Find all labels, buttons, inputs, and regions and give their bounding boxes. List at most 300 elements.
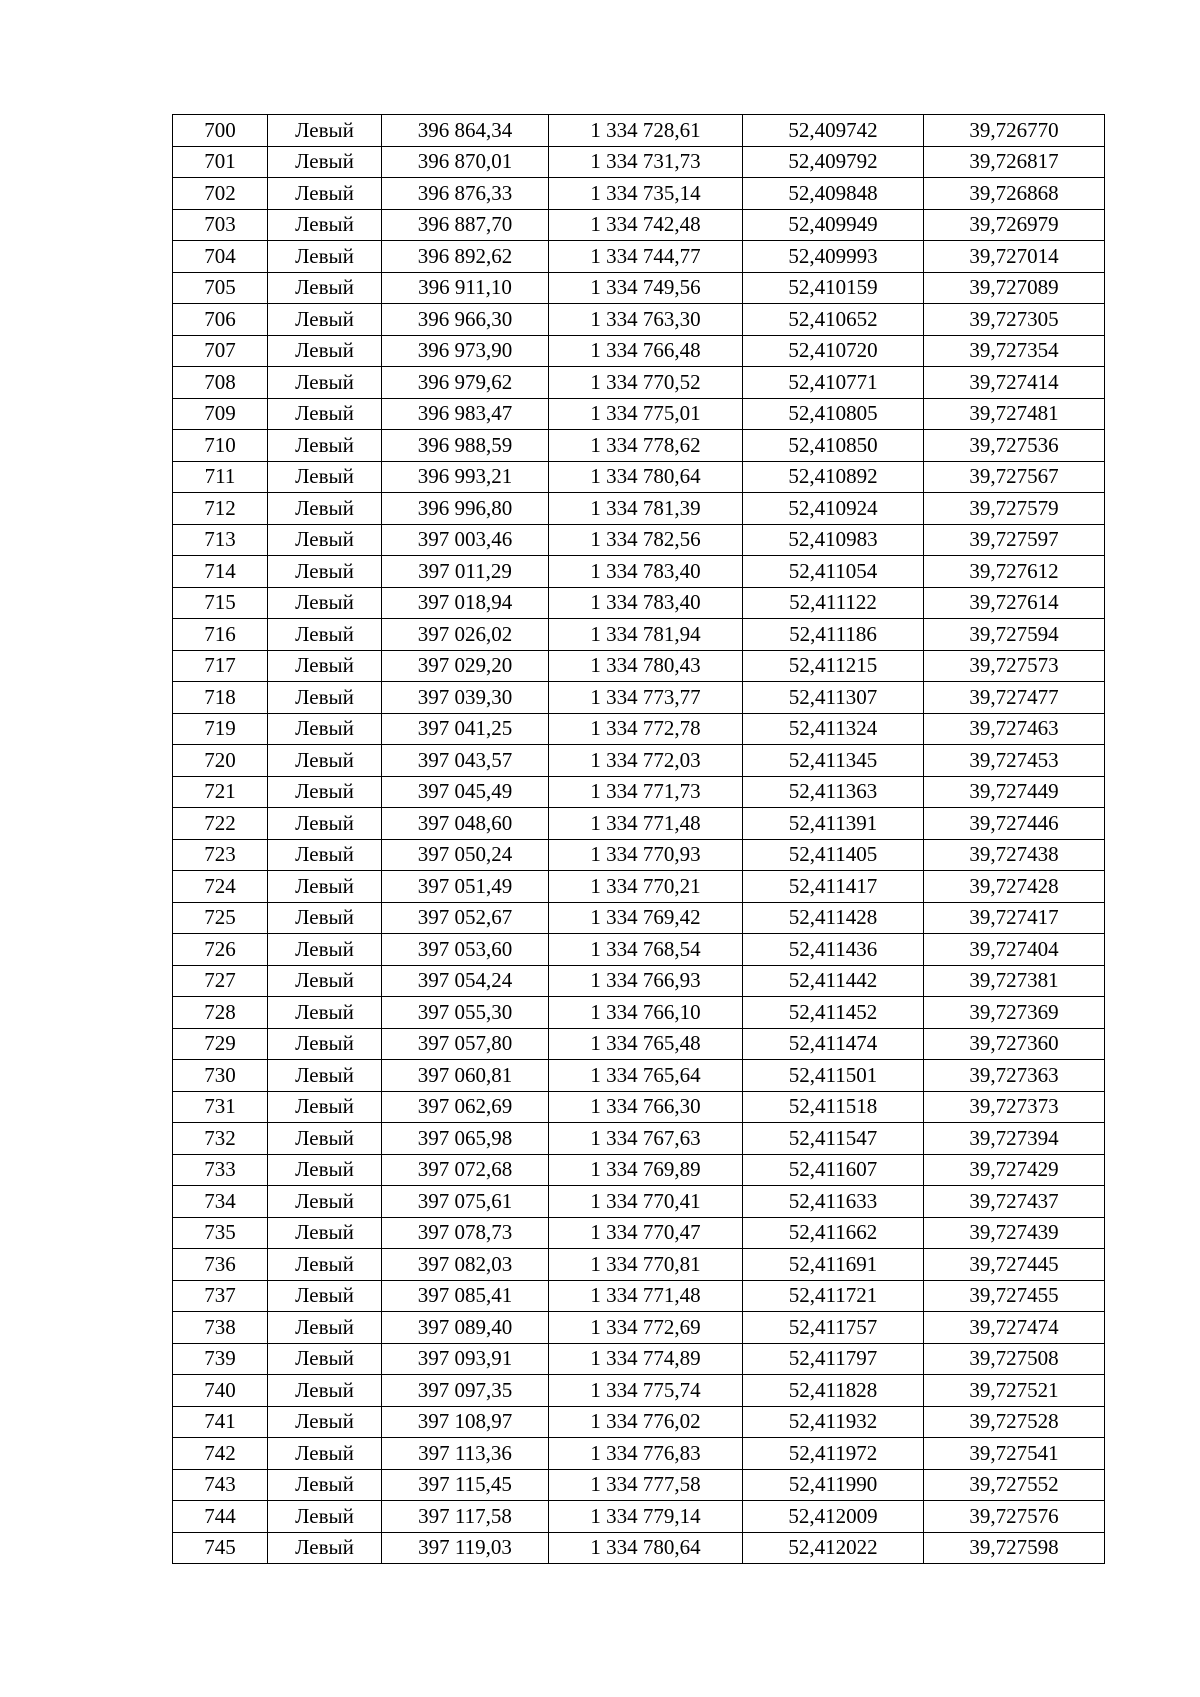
- x-coordinate-cell: 397 055,30: [382, 997, 549, 1029]
- side-cell: Левый: [268, 1028, 382, 1060]
- y-coordinate-cell: 1 334 766,10: [549, 997, 743, 1029]
- x-coordinate-cell: 397 108,97: [382, 1406, 549, 1438]
- latitude-cell: 52,411428: [743, 902, 924, 934]
- table-row: [173, 1186, 1105, 1218]
- point-number-cell: 728: [173, 997, 268, 1029]
- point-number-cell: 705: [173, 272, 268, 304]
- side-cell: Левый: [268, 1469, 382, 1501]
- table-row: [173, 650, 1105, 682]
- y-coordinate-cell: 1 334 776,02: [549, 1406, 743, 1438]
- x-coordinate-cell: 396 996,80: [382, 493, 549, 525]
- point-number-cell: 707: [173, 335, 268, 367]
- table-row: [173, 493, 1105, 525]
- y-coordinate-cell: 1 334 768,54: [549, 934, 743, 966]
- side-cell: Левый: [268, 587, 382, 619]
- longitude-cell: 39,727394: [924, 1123, 1105, 1155]
- side-cell: Левый: [268, 115, 382, 147]
- y-coordinate-cell: 1 334 780,64: [549, 461, 743, 493]
- x-coordinate-cell: 397 029,20: [382, 650, 549, 682]
- point-number-cell: 744: [173, 1501, 268, 1533]
- side-cell: Левый: [268, 682, 382, 714]
- side-cell: Левый: [268, 1123, 382, 1155]
- side-cell: Левый: [268, 650, 382, 682]
- table-row: [173, 146, 1105, 178]
- x-coordinate-cell: 397 043,57: [382, 745, 549, 777]
- point-number-cell: 725: [173, 902, 268, 934]
- side-cell: Левый: [268, 839, 382, 871]
- table-row: [173, 115, 1105, 147]
- point-number-cell: 721: [173, 776, 268, 808]
- x-coordinate-cell: 397 041,25: [382, 713, 549, 745]
- point-number-cell: 700: [173, 115, 268, 147]
- table-row: [173, 178, 1105, 210]
- table-row: [173, 682, 1105, 714]
- table-row: [173, 1532, 1105, 1564]
- point-number-cell: 717: [173, 650, 268, 682]
- table-row: [173, 272, 1105, 304]
- table-row: [173, 745, 1105, 777]
- latitude-cell: 52,409848: [743, 178, 924, 210]
- side-cell: Левый: [268, 1060, 382, 1092]
- latitude-cell: 52,411633: [743, 1186, 924, 1218]
- point-number-cell: 730: [173, 1060, 268, 1092]
- point-number-cell: 743: [173, 1469, 268, 1501]
- table-row: [173, 398, 1105, 430]
- table-row: [173, 839, 1105, 871]
- longitude-cell: 39,727614: [924, 587, 1105, 619]
- point-number-cell: 738: [173, 1312, 268, 1344]
- latitude-cell: 52,411721: [743, 1280, 924, 1312]
- side-cell: Левый: [268, 146, 382, 178]
- longitude-cell: 39,727567: [924, 461, 1105, 493]
- y-coordinate-cell: 1 334 765,64: [549, 1060, 743, 1092]
- latitude-cell: 52,411186: [743, 619, 924, 651]
- x-coordinate-cell: 397 093,91: [382, 1343, 549, 1375]
- table-row: [173, 1438, 1105, 1470]
- y-coordinate-cell: 1 334 766,30: [549, 1091, 743, 1123]
- side-cell: Левый: [268, 1501, 382, 1533]
- y-coordinate-cell: 1 334 744,77: [549, 241, 743, 273]
- longitude-cell: 39,727598: [924, 1532, 1105, 1564]
- longitude-cell: 39,727573: [924, 650, 1105, 682]
- latitude-cell: 52,411442: [743, 965, 924, 997]
- side-cell: Левый: [268, 335, 382, 367]
- table-row: [173, 524, 1105, 556]
- side-cell: Левый: [268, 209, 382, 241]
- point-number-cell: 729: [173, 1028, 268, 1060]
- side-cell: Левый: [268, 619, 382, 651]
- latitude-cell: 52,410652: [743, 304, 924, 336]
- y-coordinate-cell: 1 334 735,14: [549, 178, 743, 210]
- table-row: [173, 997, 1105, 1029]
- point-number-cell: 706: [173, 304, 268, 336]
- table-row: [173, 776, 1105, 808]
- longitude-cell: 39,727552: [924, 1469, 1105, 1501]
- y-coordinate-cell: 1 334 770,47: [549, 1217, 743, 1249]
- y-coordinate-cell: 1 334 776,83: [549, 1438, 743, 1470]
- point-number-cell: 714: [173, 556, 268, 588]
- table-row: [173, 871, 1105, 903]
- longitude-cell: 39,727404: [924, 934, 1105, 966]
- y-coordinate-cell: 1 334 749,56: [549, 272, 743, 304]
- y-coordinate-cell: 1 334 781,94: [549, 619, 743, 651]
- table-row: [173, 934, 1105, 966]
- longitude-cell: 39,727445: [924, 1249, 1105, 1281]
- point-number-cell: 716: [173, 619, 268, 651]
- y-coordinate-cell: 1 334 775,01: [549, 398, 743, 430]
- longitude-cell: 39,727453: [924, 745, 1105, 777]
- latitude-cell: 52,411828: [743, 1375, 924, 1407]
- x-coordinate-cell: 397 060,81: [382, 1060, 549, 1092]
- table-row: [173, 1249, 1105, 1281]
- x-coordinate-cell: 397 065,98: [382, 1123, 549, 1155]
- x-coordinate-cell: 397 072,68: [382, 1154, 549, 1186]
- latitude-cell: 52,411474: [743, 1028, 924, 1060]
- table-row: [173, 587, 1105, 619]
- latitude-cell: 52,411797: [743, 1343, 924, 1375]
- longitude-cell: 39,727014: [924, 241, 1105, 273]
- latitude-cell: 52,411452: [743, 997, 924, 1029]
- latitude-cell: 52,410850: [743, 430, 924, 462]
- y-coordinate-cell: 1 334 780,43: [549, 650, 743, 682]
- longitude-cell: 39,726979: [924, 209, 1105, 241]
- point-number-cell: 723: [173, 839, 268, 871]
- table-row: [173, 1469, 1105, 1501]
- longitude-cell: 39,727417: [924, 902, 1105, 934]
- side-cell: Левый: [268, 745, 382, 777]
- point-number-cell: 722: [173, 808, 268, 840]
- side-cell: Левый: [268, 398, 382, 430]
- latitude-cell: 52,411518: [743, 1091, 924, 1123]
- y-coordinate-cell: 1 334 777,58: [549, 1469, 743, 1501]
- latitude-cell: 52,410720: [743, 335, 924, 367]
- latitude-cell: 52,411324: [743, 713, 924, 745]
- table-row: [173, 965, 1105, 997]
- longitude-cell: 39,726868: [924, 178, 1105, 210]
- point-number-cell: 733: [173, 1154, 268, 1186]
- x-coordinate-cell: 397 026,02: [382, 619, 549, 651]
- x-coordinate-cell: 396 911,10: [382, 272, 549, 304]
- side-cell: Левый: [268, 1312, 382, 1344]
- x-coordinate-cell: 397 003,46: [382, 524, 549, 556]
- y-coordinate-cell: 1 334 781,39: [549, 493, 743, 525]
- point-number-cell: 724: [173, 871, 268, 903]
- table-row: [173, 1312, 1105, 1344]
- side-cell: Левый: [268, 997, 382, 1029]
- side-cell: Левый: [268, 1532, 382, 1564]
- side-cell: Левый: [268, 1091, 382, 1123]
- latitude-cell: 52,410159: [743, 272, 924, 304]
- longitude-cell: 39,727089: [924, 272, 1105, 304]
- x-coordinate-cell: 397 085,41: [382, 1280, 549, 1312]
- latitude-cell: 52,411607: [743, 1154, 924, 1186]
- x-coordinate-cell: 396 966,30: [382, 304, 549, 336]
- longitude-cell: 39,727369: [924, 997, 1105, 1029]
- longitude-cell: 39,727463: [924, 713, 1105, 745]
- y-coordinate-cell: 1 334 766,48: [549, 335, 743, 367]
- table-row: [173, 1060, 1105, 1092]
- x-coordinate-cell: 397 113,36: [382, 1438, 549, 1470]
- latitude-cell: 52,411122: [743, 587, 924, 619]
- latitude-cell: 52,410924: [743, 493, 924, 525]
- point-number-cell: 713: [173, 524, 268, 556]
- point-number-cell: 701: [173, 146, 268, 178]
- y-coordinate-cell: 1 334 773,77: [549, 682, 743, 714]
- table-row: [173, 304, 1105, 336]
- latitude-cell: 52,411547: [743, 1123, 924, 1155]
- side-cell: Левый: [268, 241, 382, 273]
- side-cell: Левый: [268, 1438, 382, 1470]
- table-row: [173, 1375, 1105, 1407]
- y-coordinate-cell: 1 334 742,48: [549, 209, 743, 241]
- point-number-cell: 741: [173, 1406, 268, 1438]
- y-coordinate-cell: 1 334 765,48: [549, 1028, 743, 1060]
- latitude-cell: 52,411662: [743, 1217, 924, 1249]
- longitude-cell: 39,727438: [924, 839, 1105, 871]
- side-cell: Левый: [268, 1249, 382, 1281]
- x-coordinate-cell: 397 089,40: [382, 1312, 549, 1344]
- table-row: [173, 808, 1105, 840]
- table-row: [173, 430, 1105, 462]
- y-coordinate-cell: 1 334 770,21: [549, 871, 743, 903]
- longitude-cell: 39,727437: [924, 1186, 1105, 1218]
- longitude-cell: 39,727373: [924, 1091, 1105, 1123]
- latitude-cell: 52,410805: [743, 398, 924, 430]
- table-row: [173, 1406, 1105, 1438]
- y-coordinate-cell: 1 334 771,48: [549, 808, 743, 840]
- longitude-cell: 39,727536: [924, 430, 1105, 462]
- side-cell: Левый: [268, 1375, 382, 1407]
- latitude-cell: 52,411417: [743, 871, 924, 903]
- latitude-cell: 52,411990: [743, 1469, 924, 1501]
- x-coordinate-cell: 396 870,01: [382, 146, 549, 178]
- table-row: [173, 902, 1105, 934]
- latitude-cell: 52,411363: [743, 776, 924, 808]
- y-coordinate-cell: 1 334 771,73: [549, 776, 743, 808]
- longitude-cell: 39,727521: [924, 1375, 1105, 1407]
- side-cell: Левый: [268, 1186, 382, 1218]
- table-row: [173, 1154, 1105, 1186]
- x-coordinate-cell: 397 054,24: [382, 965, 549, 997]
- latitude-cell: 52,411345: [743, 745, 924, 777]
- y-coordinate-cell: 1 334 783,40: [549, 556, 743, 588]
- longitude-cell: 39,727474: [924, 1312, 1105, 1344]
- latitude-cell: 52,411215: [743, 650, 924, 682]
- longitude-cell: 39,727612: [924, 556, 1105, 588]
- longitude-cell: 39,727541: [924, 1438, 1105, 1470]
- side-cell: Левый: [268, 367, 382, 399]
- side-cell: Левый: [268, 556, 382, 588]
- y-coordinate-cell: 1 334 780,64: [549, 1532, 743, 1564]
- y-coordinate-cell: 1 334 783,40: [549, 587, 743, 619]
- x-coordinate-cell: 397 082,03: [382, 1249, 549, 1281]
- side-cell: Левый: [268, 272, 382, 304]
- x-coordinate-cell: 396 988,59: [382, 430, 549, 462]
- table-row: [173, 713, 1105, 745]
- latitude-cell: 52,412009: [743, 1501, 924, 1533]
- x-coordinate-cell: 397 075,61: [382, 1186, 549, 1218]
- side-cell: Левый: [268, 493, 382, 525]
- longitude-cell: 39,726770: [924, 115, 1105, 147]
- side-cell: Левый: [268, 808, 382, 840]
- latitude-cell: 52,411932: [743, 1406, 924, 1438]
- longitude-cell: 39,726817: [924, 146, 1105, 178]
- longitude-cell: 39,727414: [924, 367, 1105, 399]
- point-number-cell: 704: [173, 241, 268, 273]
- latitude-cell: 52,411691: [743, 1249, 924, 1281]
- table-row: [173, 1343, 1105, 1375]
- longitude-cell: 39,727381: [924, 965, 1105, 997]
- point-number-cell: 702: [173, 178, 268, 210]
- latitude-cell: 52,410771: [743, 367, 924, 399]
- longitude-cell: 39,727439: [924, 1217, 1105, 1249]
- x-coordinate-cell: 397 048,60: [382, 808, 549, 840]
- point-number-cell: 703: [173, 209, 268, 241]
- x-coordinate-cell: 397 018,94: [382, 587, 549, 619]
- y-coordinate-cell: 1 334 772,78: [549, 713, 743, 745]
- side-cell: Левый: [268, 1406, 382, 1438]
- longitude-cell: 39,727528: [924, 1406, 1105, 1438]
- point-number-cell: 710: [173, 430, 268, 462]
- table-row: [173, 461, 1105, 493]
- table-row: [173, 209, 1105, 241]
- latitude-cell: 52,411501: [743, 1060, 924, 1092]
- side-cell: Левый: [268, 430, 382, 462]
- x-coordinate-cell: 396 983,47: [382, 398, 549, 430]
- x-coordinate-cell: 396 876,33: [382, 178, 549, 210]
- x-coordinate-cell: 397 050,24: [382, 839, 549, 871]
- x-coordinate-cell: 397 057,80: [382, 1028, 549, 1060]
- side-cell: Левый: [268, 304, 382, 336]
- point-number-cell: 709: [173, 398, 268, 430]
- point-number-cell: 731: [173, 1091, 268, 1123]
- point-number-cell: 708: [173, 367, 268, 399]
- side-cell: Левый: [268, 713, 382, 745]
- longitude-cell: 39,727579: [924, 493, 1105, 525]
- side-cell: Левый: [268, 934, 382, 966]
- y-coordinate-cell: 1 334 769,89: [549, 1154, 743, 1186]
- latitude-cell: 52,411405: [743, 839, 924, 871]
- point-number-cell: 720: [173, 745, 268, 777]
- table-row: [173, 1280, 1105, 1312]
- longitude-cell: 39,727576: [924, 1501, 1105, 1533]
- latitude-cell: 52,411307: [743, 682, 924, 714]
- x-coordinate-cell: 396 887,70: [382, 209, 549, 241]
- point-number-cell: 734: [173, 1186, 268, 1218]
- table-row: [173, 241, 1105, 273]
- y-coordinate-cell: 1 334 771,48: [549, 1280, 743, 1312]
- side-cell: Левый: [268, 1343, 382, 1375]
- x-coordinate-cell: 397 115,45: [382, 1469, 549, 1501]
- x-coordinate-cell: 396 864,34: [382, 115, 549, 147]
- x-coordinate-cell: 397 053,60: [382, 934, 549, 966]
- y-coordinate-cell: 1 334 774,89: [549, 1343, 743, 1375]
- longitude-cell: 39,727455: [924, 1280, 1105, 1312]
- x-coordinate-cell: 396 892,62: [382, 241, 549, 273]
- latitude-cell: 52,409742: [743, 115, 924, 147]
- point-number-cell: 711: [173, 461, 268, 493]
- x-coordinate-cell: 397 052,67: [382, 902, 549, 934]
- longitude-cell: 39,727354: [924, 335, 1105, 367]
- y-coordinate-cell: 1 334 770,93: [549, 839, 743, 871]
- y-coordinate-cell: 1 334 767,63: [549, 1123, 743, 1155]
- table-row: [173, 1217, 1105, 1249]
- point-number-cell: 712: [173, 493, 268, 525]
- longitude-cell: 39,727363: [924, 1060, 1105, 1092]
- y-coordinate-cell: 1 334 766,93: [549, 965, 743, 997]
- point-number-cell: 735: [173, 1217, 268, 1249]
- y-coordinate-cell: 1 334 770,41: [549, 1186, 743, 1218]
- latitude-cell: 52,411391: [743, 808, 924, 840]
- longitude-cell: 39,727305: [924, 304, 1105, 336]
- longitude-cell: 39,727429: [924, 1154, 1105, 1186]
- y-coordinate-cell: 1 334 779,14: [549, 1501, 743, 1533]
- latitude-cell: 52,410892: [743, 461, 924, 493]
- point-number-cell: 739: [173, 1343, 268, 1375]
- longitude-cell: 39,727428: [924, 871, 1105, 903]
- table-row: [173, 619, 1105, 651]
- side-cell: Левый: [268, 461, 382, 493]
- longitude-cell: 39,727508: [924, 1343, 1105, 1375]
- point-number-cell: 726: [173, 934, 268, 966]
- table-row: [173, 1091, 1105, 1123]
- y-coordinate-cell: 1 334 772,03: [549, 745, 743, 777]
- x-coordinate-cell: 396 973,90: [382, 335, 549, 367]
- latitude-cell: 52,409993: [743, 241, 924, 273]
- coordinates-table-body: [173, 115, 1105, 1564]
- point-number-cell: 715: [173, 587, 268, 619]
- side-cell: Левый: [268, 871, 382, 903]
- y-coordinate-cell: 1 334 763,30: [549, 304, 743, 336]
- point-number-cell: 736: [173, 1249, 268, 1281]
- y-coordinate-cell: 1 334 770,81: [549, 1249, 743, 1281]
- latitude-cell: 52,411436: [743, 934, 924, 966]
- x-coordinate-cell: 397 039,30: [382, 682, 549, 714]
- point-number-cell: 727: [173, 965, 268, 997]
- longitude-cell: 39,727477: [924, 682, 1105, 714]
- side-cell: Левый: [268, 524, 382, 556]
- x-coordinate-cell: 397 117,58: [382, 1501, 549, 1533]
- y-coordinate-cell: 1 334 769,42: [549, 902, 743, 934]
- point-number-cell: 737: [173, 1280, 268, 1312]
- x-coordinate-cell: 396 993,21: [382, 461, 549, 493]
- longitude-cell: 39,727481: [924, 398, 1105, 430]
- point-number-cell: 742: [173, 1438, 268, 1470]
- side-cell: Левый: [268, 1280, 382, 1312]
- y-coordinate-cell: 1 334 782,56: [549, 524, 743, 556]
- coordinates-table: [172, 114, 1105, 1564]
- side-cell: Левый: [268, 902, 382, 934]
- latitude-cell: 52,411054: [743, 556, 924, 588]
- latitude-cell: 52,409792: [743, 146, 924, 178]
- longitude-cell: 39,727446: [924, 808, 1105, 840]
- x-coordinate-cell: 397 045,49: [382, 776, 549, 808]
- y-coordinate-cell: 1 334 731,73: [549, 146, 743, 178]
- table-row: [173, 1501, 1105, 1533]
- latitude-cell: 52,409949: [743, 209, 924, 241]
- y-coordinate-cell: 1 334 772,69: [549, 1312, 743, 1344]
- latitude-cell: 52,411757: [743, 1312, 924, 1344]
- longitude-cell: 39,727360: [924, 1028, 1105, 1060]
- table-row: [173, 1028, 1105, 1060]
- x-coordinate-cell: 397 119,03: [382, 1532, 549, 1564]
- point-number-cell: 732: [173, 1123, 268, 1155]
- longitude-cell: 39,727449: [924, 776, 1105, 808]
- y-coordinate-cell: 1 334 770,52: [549, 367, 743, 399]
- side-cell: Левый: [268, 178, 382, 210]
- x-coordinate-cell: 397 097,35: [382, 1375, 549, 1407]
- x-coordinate-cell: 397 078,73: [382, 1217, 549, 1249]
